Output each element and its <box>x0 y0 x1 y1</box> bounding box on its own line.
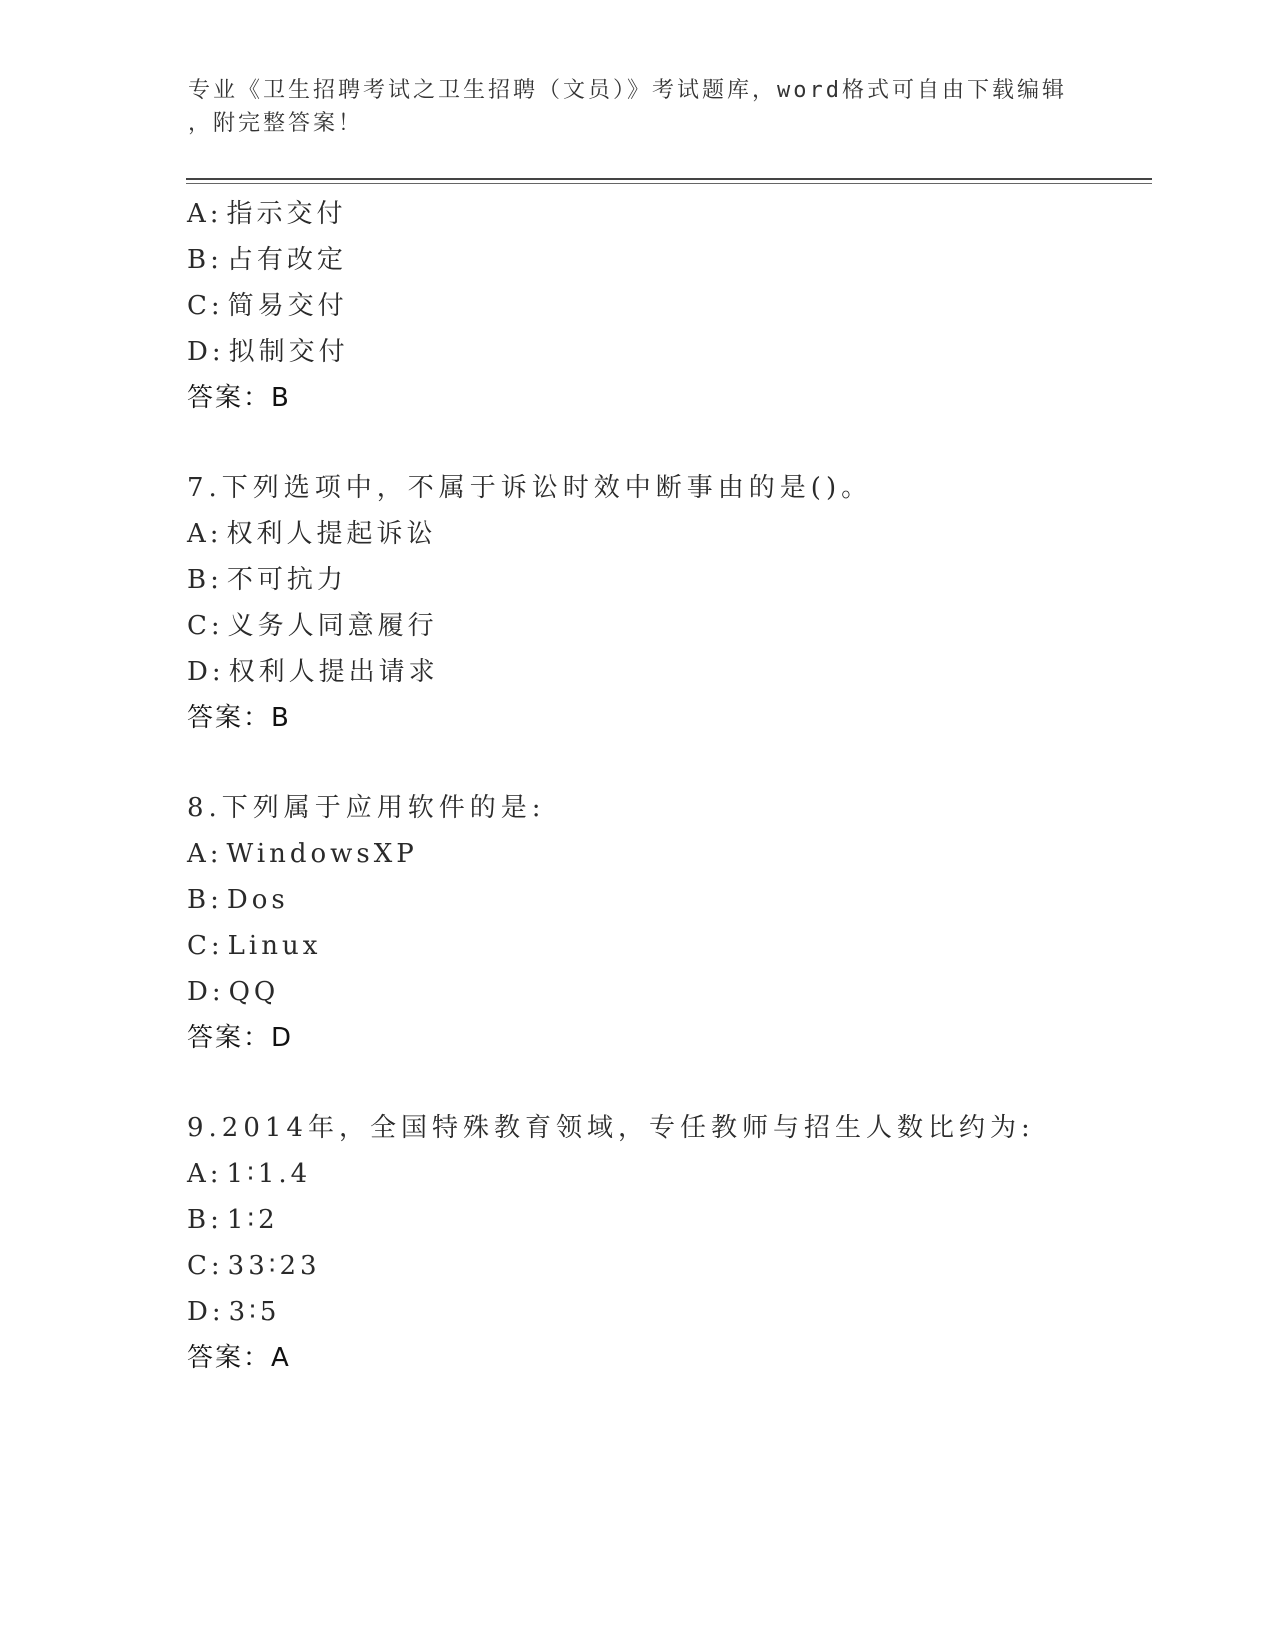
option-text: WindowsXP <box>226 839 418 869</box>
option-text: 不可抗力 <box>226 565 347 595</box>
header-divider-thick <box>186 178 1152 180</box>
option-text: 指示交付 <box>226 199 347 229</box>
option-letter: C: <box>187 611 224 641</box>
header-line-2: ，附完整答案！ <box>188 111 364 136</box>
option-b <box>187 877 1147 923</box>
option-letter: D: <box>187 977 225 1007</box>
option-b <box>187 237 1147 283</box>
option-text: 义务人同意履行 <box>227 611 438 641</box>
option-text: Linux <box>227 931 322 961</box>
option-letter: A: <box>187 1159 223 1189</box>
option-c <box>187 1243 1147 1289</box>
option-text: 简易交付 <box>227 291 348 321</box>
option-a <box>187 1151 1147 1197</box>
header-line-1: 专业《卫生招聘考试之卫生招聘（文员）》考试题库，word格式可自由下载编辑 <box>188 78 1067 103</box>
question-block-9 <box>187 1105 1147 1381</box>
option-d <box>187 1289 1147 1335</box>
question-block-7 <box>187 465 1147 741</box>
question-text: 9.2014年，全国特殊教育领域，专任教师与招生人数比约为: <box>187 1113 1035 1143</box>
option-text: 权利人提起诉讼 <box>226 519 437 549</box>
option-a <box>187 831 1147 877</box>
option-letter: B: <box>187 885 223 915</box>
option-text: Dos <box>226 885 289 915</box>
option-d <box>187 649 1147 695</box>
option-text: QQ <box>228 977 280 1007</box>
option-letter: C: <box>187 931 224 961</box>
header-divider-thin <box>186 183 1152 184</box>
option-letter: B: <box>187 245 223 275</box>
option-letter: C: <box>187 1251 224 1281</box>
option-text: 拟制交付 <box>228 337 349 367</box>
question-list <box>187 191 1147 1381</box>
block-spacer <box>187 741 1147 785</box>
document-header <box>188 74 1088 140</box>
option-a <box>187 511 1147 557</box>
option-b <box>187 1197 1147 1243</box>
option-text: 权利人提出请求 <box>228 657 439 687</box>
option-b <box>187 557 1147 603</box>
option-text: 占有改定 <box>226 245 347 275</box>
question-block-6 <box>187 191 1147 421</box>
option-c <box>187 923 1147 969</box>
option-c <box>187 283 1147 329</box>
option-text: 1∶1.4 <box>226 1159 312 1189</box>
option-text: 1∶2 <box>226 1205 279 1235</box>
option-letter: A: <box>187 839 223 869</box>
option-letter: B: <box>187 565 223 595</box>
answer-line: 答案：B <box>187 383 291 413</box>
option-letter: A: <box>187 519 223 549</box>
question-text: 7.下列选项中，不属于诉讼时效中断事由的是()。 <box>187 473 873 503</box>
option-letter: C: <box>187 291 224 321</box>
block-spacer <box>187 421 1147 465</box>
option-c <box>187 603 1147 649</box>
answer-line: 答案：D <box>187 1023 294 1053</box>
option-text: 3∶5 <box>228 1297 281 1327</box>
option-letter: B: <box>187 1205 223 1235</box>
question-block-8 <box>187 785 1147 1061</box>
option-letter: A: <box>187 199 223 229</box>
option-letter: D: <box>187 337 225 367</box>
answer-line: 答案：A <box>187 1343 291 1373</box>
option-letter: D: <box>187 1297 225 1327</box>
option-d <box>187 329 1147 375</box>
question-text: 8.下列属于应用软件的是: <box>187 793 546 823</box>
answer-line: 答案：B <box>187 703 291 733</box>
block-spacer <box>187 1061 1147 1105</box>
option-text: 33∶23 <box>227 1251 321 1281</box>
option-letter: D: <box>187 657 225 687</box>
option-a <box>187 191 1147 237</box>
option-d <box>187 969 1147 1015</box>
